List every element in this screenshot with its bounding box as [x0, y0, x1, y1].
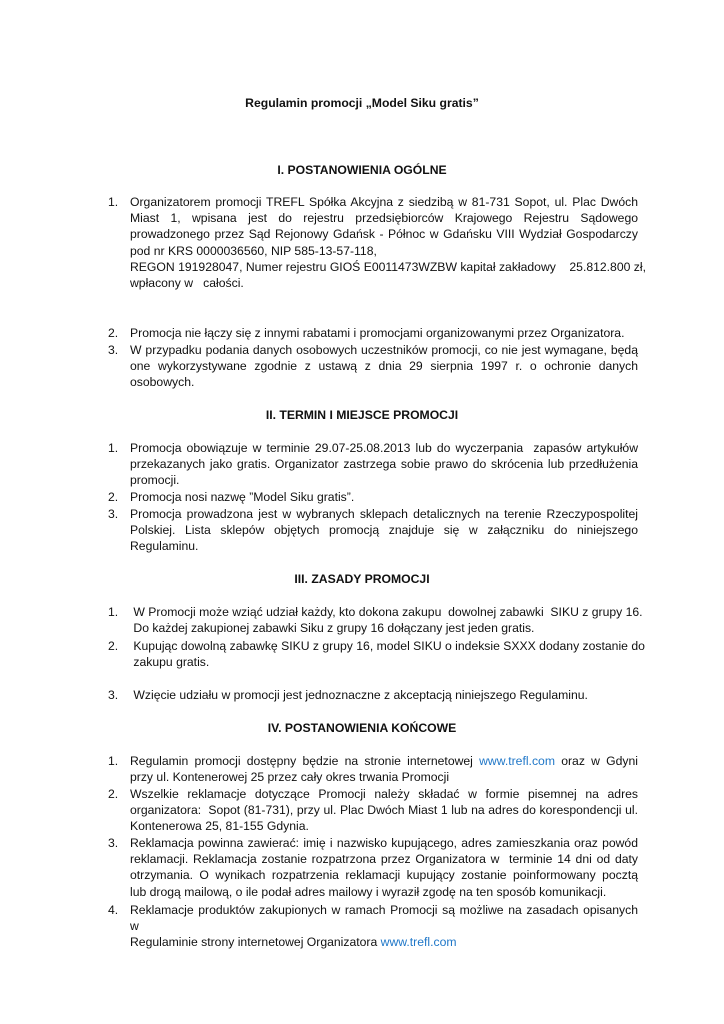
item-line: prowadzonego przez Sąd Rejonowy Gdańsk - Północ w Gdańsku VIII Wydział Gospodarczy [130, 227, 638, 242]
item-line: Promocja obowiązuje w terminie 29.07-25.08.2013 lub do wyczerpania zapasów artykułów [130, 441, 638, 455]
item-line: Promocja nie łączy się z innymi rabatami i promocjami organizowanymi przez Organizatora. [130, 326, 625, 340]
item-number: 2. [108, 326, 119, 340]
document-title: Regulamin promocji „Model Siku gratis” [245, 96, 479, 110]
item-line: Promocja prowadzona jest w wybranych sklepach detalicznych na terenie Rzeczypospolitej [130, 507, 638, 521]
item-line: REGON 191928047, Numer rejestru GIOŚ E0011473WZBW kapitał zakładowy 25.812.800 zł, [130, 259, 646, 274]
item-line: wpłacony w całości. [130, 276, 244, 291]
item-line: Reklamacja powinna zawierać: imię i nazwisko kupującego, adres zamieszkania oraz powód [130, 836, 638, 850]
section-heading-general: I. POSTANOWIENIA OGÓLNE [277, 163, 447, 177]
item-line: osobowych. [130, 375, 195, 390]
item-line: Polskiej. Lista sklepów objętych promocją znajduje się w załączniku do niniejszego [130, 523, 638, 538]
item-line: Kupując dowolną zabawkę SIKU z grupy 16, model SIKU o indeksie SXXX dodany zostanie do [130, 639, 645, 653]
item-line: Regulaminu. [130, 539, 199, 554]
item-line: Wzięcie udziału w promocji jest jednoznaczne z akceptacją niniejszego Regulaminu. [130, 688, 588, 702]
item-line: one wykorzystywane zgodnie z ustawą z dnia 29 sierpnia 1997 r. o ochronie danych [130, 359, 638, 374]
section-heading-final: IV. POSTANOWIENIA KOŃCOWE [267, 721, 457, 735]
item-line: Regulaminie strony internetowej Organizatora www.trefl.com [130, 935, 457, 950]
item-line: reklamacji. Reklamacja zostanie rozpatrzona przez Organizatora w terminie 14 dni od daty [130, 852, 638, 867]
item-number: 2. [108, 639, 119, 653]
website-link[interactable]: www.trefl.com [479, 754, 555, 768]
item-number: 1. [108, 754, 119, 768]
item-line: lub drogą mailową, o ile podał adres mailowy i wyraził zgodę na ten sposób komunikacji. [130, 884, 607, 899]
item-line: Kontenerowa 25, 81-155 Gdynia. [130, 819, 309, 834]
item-line: pod nr KRS 0000036560, NIP 585-13-57-118, [130, 243, 377, 258]
item-number: 3. [108, 836, 119, 850]
item-line: otrzymania. O wynikach rozpatrzenia reklamacji kupujący zostanie poinformowany pocztą [130, 868, 638, 883]
section-heading-term: II. TERMIN I MIEJSCE PROMOCJI [265, 408, 459, 422]
item-line: Do każdej zakupionej zabawki Siku z grupy 16 dołączany jest jeden gratis. [130, 621, 535, 636]
item-line: Promocja nosi nazwę ”Model Siku gratis”. [130, 490, 355, 504]
item-line: W przypadku podania danych osobowych uczestników promocji, co nie jest wymagane, będą [130, 343, 638, 357]
website-link[interactable]: www.trefl.com [380, 935, 457, 950]
item-line: promocji. [130, 473, 180, 488]
item-number: 1. [108, 441, 119, 455]
item-number: 2. [108, 787, 119, 801]
item-number: 3. [108, 343, 119, 357]
item-number: 2. [108, 490, 119, 504]
item-line: Organizatorem promocji TREFL Spółka Akcyjna z siedzibą w 81-731 Sopot, ul. Plac Dwóch [130, 195, 638, 209]
item-number: 1. [108, 605, 119, 619]
item-line: Miast 1, wpisana jest do rejestru przedsiębiorców Krajowego Rejestru Sądowego [130, 211, 638, 226]
item-line: organizatora: Sopot (81-731), przy ul. Plac Dwóch Miast 1 lub na adres do korespondencji ul. [130, 803, 638, 818]
item-line: Reklamacje produktów zakupionych w ramach Promocji są możliwe na zasadach opisanych w [130, 903, 638, 934]
item-number: 4. [108, 903, 119, 917]
item-number: 3. [108, 688, 119, 702]
item-line: przy ul. Kontenerowej 25 przez cały okres trwania Promocji [130, 770, 450, 785]
item-line: W Promocji może wziąć udział każdy, kto dokona zakupu dowolnej zabawki SIKU z grupy 16. [130, 605, 643, 619]
item-number: 3. [108, 507, 119, 521]
item-line: Regulamin promocji dostępny będzie na stronie internetowej www.trefl.com oraz w Gdyni [130, 754, 639, 768]
item-line: Wszelkie reklamacje dotyczące Promocji należy składać w formie pisemnej na adres [130, 787, 638, 801]
section-heading-rules: III. ZASADY PROMOCJI [294, 572, 430, 586]
item-line: przekazanych jako gratis. Organizator zastrzega sobie prawo do skrócenia lub przedłużenia [130, 457, 638, 472]
item-number: 1. [108, 195, 119, 209]
item-line: zakupu gratis. [130, 655, 210, 670]
